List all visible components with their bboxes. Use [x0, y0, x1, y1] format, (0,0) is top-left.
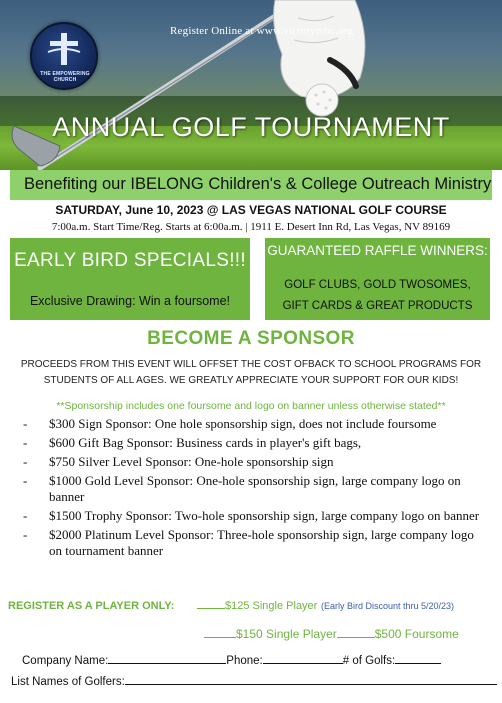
company-name-field[interactable]: [108, 652, 226, 664]
checkbox-blank-line[interactable]: [197, 608, 225, 609]
benefiting-text: Benefiting our IBELONG Children's & College Outreach Ministry: [24, 175, 492, 193]
sponsor-levels-list: [18, 416, 488, 562]
dash-bullet: -: [23, 527, 28, 542]
sponsor-item-text: $300 Sign Sponsor: One hole sponsorship sign, does not include foursome: [49, 416, 437, 431]
event-date-location: SATURDAY, June 10, 2023 @ LAS VEGAS NATIONAL GOLF COURSE: [55, 203, 447, 217]
golfer-names-label: List Names of Golfers:: [11, 676, 125, 688]
checkbox-blank-line[interactable]: [204, 637, 236, 638]
phone-label: Phone:: [226, 655, 263, 667]
sponsor-item-text: $600 Gift Bag Sponsor: Business cards in player's gift bags,: [49, 435, 362, 450]
phone-field[interactable]: [263, 652, 343, 664]
golfers-count-field[interactable]: [395, 652, 441, 664]
register-online-text: Register Online at www.victorymbc.org: [170, 25, 354, 37]
early-bird-subtitle: Exclusive Drawing: Win a foursome!: [29, 294, 231, 308]
list-item: [18, 435, 488, 451]
dash-bullet: -: [23, 435, 28, 450]
sponsor-item-text: $750 Silver Level Sponsor: One-hole sponsorship sign: [49, 454, 334, 469]
page-title: ANNUAL GOLF TOURNAMENT: [52, 112, 450, 142]
single-player-125-option[interactable]: [197, 600, 317, 612]
company-name-label: Company Name:: [22, 655, 109, 667]
dash-bullet: -: [23, 454, 28, 469]
register-player-label: REGISTER AS A PLAYER ONLY:: [8, 600, 175, 612]
raffle-line-2: GIFT CARDS & GREAT PRODUCTS: [282, 300, 473, 312]
sponsor-heading: BECOME A SPONSOR: [147, 328, 355, 349]
sponsor-item-text: $1000 Gold Level Sponsor: One-hole sponsorship sign, large company logo on banner: [49, 473, 461, 504]
sponsor-item-text: $2000 Platinum Level Sponsor: Three-hole sponsorship sign, large company logo on tournament banner: [49, 527, 474, 558]
foursome-500-label: $500 Foursome: [374, 627, 459, 641]
raffle-title: GUARANTEED RAFFLE WINNERS:: [267, 243, 488, 258]
event-time-address: 7:00a.m. Start Time/Reg. Starts at 6:00a.m. | 1911 E. Desert Inn Rd, Las Vegas, NV 89169: [51, 221, 451, 233]
raffle-box: [265, 238, 490, 320]
early-bird-box: [10, 238, 250, 320]
sponsor-item-text: $1500 Trophy Sponsor: Two-hole sponsorship sign, large company logo on banner: [49, 508, 480, 523]
list-item: [18, 508, 488, 524]
golfer-names-field[interactable]: [125, 673, 497, 685]
church-logo: [30, 22, 98, 90]
registration-options-row: [204, 627, 459, 641]
checkbox-blank-line[interactable]: [337, 637, 375, 638]
benefiting-banner: [10, 170, 492, 200]
raffle-line-1: GOLF CLUBS, GOLD TWOSOMES,: [284, 279, 471, 291]
list-item: [18, 416, 488, 432]
sponsorship-includes-note: **Sponsorship includes one foursome and logo on banner unless otherwise stated**: [56, 400, 446, 412]
proceeds-text: PROCEEDS FROM THIS EVENT WILL OFFSET THE COST OFBACK TO SCHOOL PROGRAMS FOR STUDENTS OF ALL AGES. WE GREATLY APPRECIATE YOUR SUPPORT FOR OUR KIDS!: [20, 359, 482, 386]
list-item: [18, 527, 488, 559]
early-bird-title: EARLY BIRD SPECIALS!!!: [14, 250, 246, 271]
hero-golf-image: [0, 0, 502, 170]
golfers-count-label: # of Golfs:: [342, 655, 396, 667]
company-row: [22, 652, 441, 667]
golfer-names-row: [11, 673, 497, 688]
list-item: [18, 454, 488, 470]
early-bird-discount-note: (Early Bird Discount thru 5/20/23): [321, 601, 455, 611]
single-player-125-label: $125 Single Player: [225, 600, 318, 612]
dash-bullet: -: [23, 473, 28, 488]
list-item: [18, 473, 488, 505]
logo-text: THE EMPOWERING CHURCH: [40, 71, 90, 83]
single-player-150-label: $150 Single Player: [236, 627, 337, 641]
dash-bullet: -: [23, 416, 28, 431]
dash-bullet: -: [23, 508, 28, 523]
